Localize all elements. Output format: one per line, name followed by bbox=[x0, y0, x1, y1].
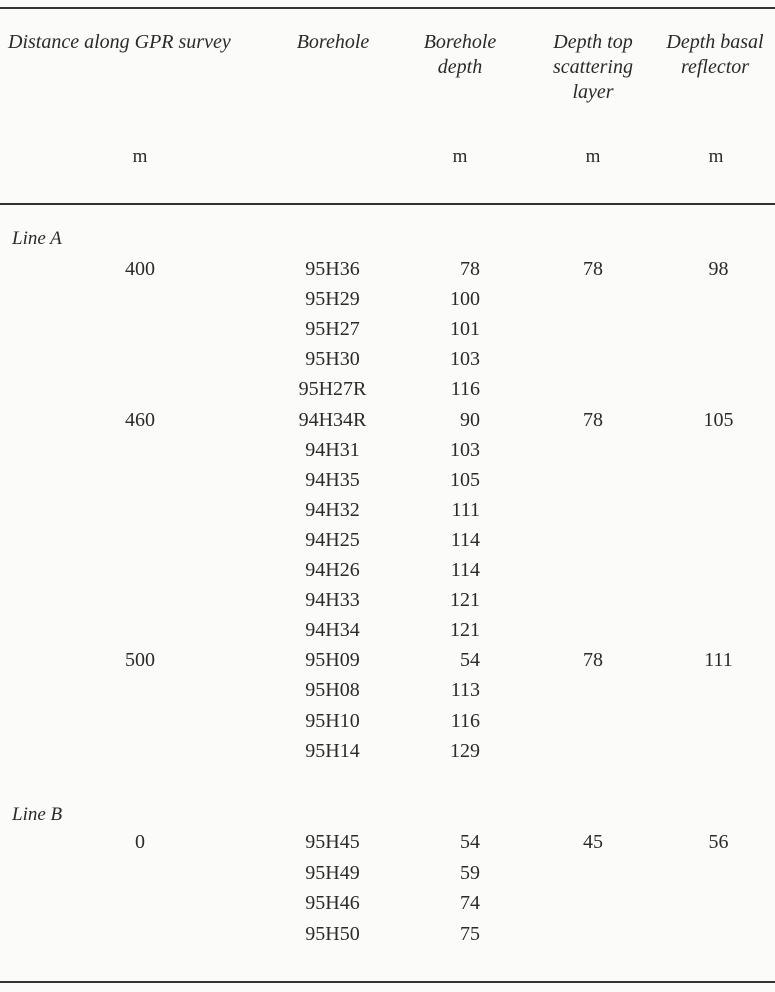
header-borehole-depth: Borehole depth bbox=[423, 31, 497, 78]
cell-distance: 0 bbox=[135, 831, 145, 853]
cell-borehole-depth: 114 bbox=[450, 528, 480, 551]
cell-borehole-depth: 90 bbox=[460, 408, 480, 431]
table-row bbox=[0, 706, 775, 736]
cell-borehole-depth: 54 bbox=[460, 649, 480, 672]
table-row bbox=[0, 435, 775, 465]
table-row bbox=[0, 585, 775, 615]
cell-borehole: 94H32 bbox=[305, 498, 360, 521]
table-row bbox=[0, 645, 775, 675]
cell-borehole: 95H10 bbox=[305, 709, 360, 732]
table-row bbox=[0, 919, 775, 949]
cell-borehole: 95H50 bbox=[305, 922, 360, 945]
cell-depth-scattering: 78 bbox=[583, 408, 603, 431]
cell-borehole: 94H34 bbox=[305, 619, 360, 642]
cell-borehole-depth: 116 bbox=[450, 378, 480, 401]
table-row bbox=[0, 555, 775, 585]
section-label-line-a: Line A bbox=[12, 228, 62, 249]
table-top-rule bbox=[0, 7, 775, 9]
cell-borehole-depth: 101 bbox=[450, 318, 480, 341]
cell-depth-scattering: 45 bbox=[583, 831, 603, 853]
cell-borehole: 95H27 bbox=[305, 318, 360, 341]
cell-depth-scattering: 78 bbox=[583, 258, 603, 280]
cell-borehole-depth: 105 bbox=[450, 468, 480, 491]
cell-borehole-depth: 103 bbox=[450, 348, 480, 371]
cell-borehole-depth: 74 bbox=[460, 892, 480, 914]
cell-borehole-depth: 116 bbox=[450, 709, 480, 732]
table-row bbox=[0, 675, 775, 705]
cell-borehole-depth: 75 bbox=[460, 922, 480, 945]
cell-borehole-depth: 78 bbox=[460, 258, 480, 280]
section-label-line-b: Line B bbox=[12, 804, 63, 825]
cell-borehole: 95H36 bbox=[305, 258, 360, 280]
table-row bbox=[0, 495, 775, 525]
cell-borehole-depth: 121 bbox=[450, 589, 480, 612]
table-row bbox=[0, 254, 775, 284]
cell-borehole: 95H09 bbox=[305, 649, 360, 672]
cell-borehole: 94H33 bbox=[305, 589, 360, 612]
cell-borehole: 94H25 bbox=[305, 528, 360, 551]
unit-depth-basal: m bbox=[708, 146, 724, 167]
table-row bbox=[0, 284, 775, 314]
table-row bbox=[0, 736, 775, 766]
unit-borehole-depth: m bbox=[452, 146, 468, 167]
cell-borehole: 94H26 bbox=[305, 559, 360, 581]
cell-borehole-depth: 103 bbox=[450, 438, 480, 461]
cell-borehole-depth: 59 bbox=[460, 861, 480, 884]
cell-borehole: 95H30 bbox=[305, 348, 360, 371]
cell-borehole-depth: 114 bbox=[450, 559, 480, 581]
table-row bbox=[0, 405, 775, 435]
cell-borehole: 95H45 bbox=[305, 831, 360, 853]
cell-depth-scattering: 78 bbox=[583, 649, 603, 672]
header-borehole: Borehole bbox=[296, 31, 370, 53]
header-depth-scattering: Depth top scattering layer bbox=[553, 31, 633, 103]
cell-borehole-depth: 111 bbox=[451, 498, 480, 521]
table-row bbox=[0, 615, 775, 645]
cell-depth-basal: 56 bbox=[708, 831, 729, 853]
cell-distance: 500 bbox=[125, 649, 155, 672]
table-row bbox=[0, 888, 775, 918]
table-row bbox=[0, 465, 775, 495]
table-header-rule bbox=[0, 203, 775, 205]
cell-depth-basal: 111 bbox=[704, 649, 733, 672]
cell-borehole: 95H14 bbox=[305, 739, 360, 762]
table-row bbox=[0, 314, 775, 344]
cell-borehole-depth: 100 bbox=[450, 288, 480, 311]
unit-distance: m bbox=[132, 146, 148, 167]
cell-borehole: 94H35 bbox=[305, 468, 360, 491]
header-depth-basal: Depth basal reflector bbox=[666, 31, 764, 78]
cell-borehole: 94H34R bbox=[298, 408, 367, 431]
cell-borehole-depth: 129 bbox=[450, 739, 480, 762]
cell-borehole-depth: 121 bbox=[450, 619, 480, 642]
table-row bbox=[0, 827, 775, 857]
table-row bbox=[0, 344, 775, 374]
table-row bbox=[0, 374, 775, 404]
cell-distance: 460 bbox=[125, 408, 155, 431]
cell-depth-basal: 98 bbox=[708, 258, 729, 280]
cell-borehole: 95H29 bbox=[305, 288, 360, 311]
header-distance: Distance along GPR survey bbox=[8, 31, 231, 53]
cell-borehole: 95H27R bbox=[298, 378, 367, 401]
cell-borehole-depth: 113 bbox=[450, 679, 480, 702]
cell-borehole: 95H08 bbox=[305, 679, 360, 702]
cell-borehole: 95H46 bbox=[305, 892, 360, 914]
table-row bbox=[0, 858, 775, 888]
table-bottom-rule bbox=[0, 981, 775, 983]
cell-borehole: 95H49 bbox=[305, 861, 360, 884]
cell-borehole-depth: 54 bbox=[460, 831, 480, 853]
cell-depth-basal: 105 bbox=[703, 408, 734, 431]
table-row bbox=[0, 525, 775, 555]
unit-depth-scattering: m bbox=[585, 146, 601, 167]
cell-distance: 400 bbox=[125, 258, 155, 280]
cell-borehole: 94H31 bbox=[305, 438, 360, 461]
